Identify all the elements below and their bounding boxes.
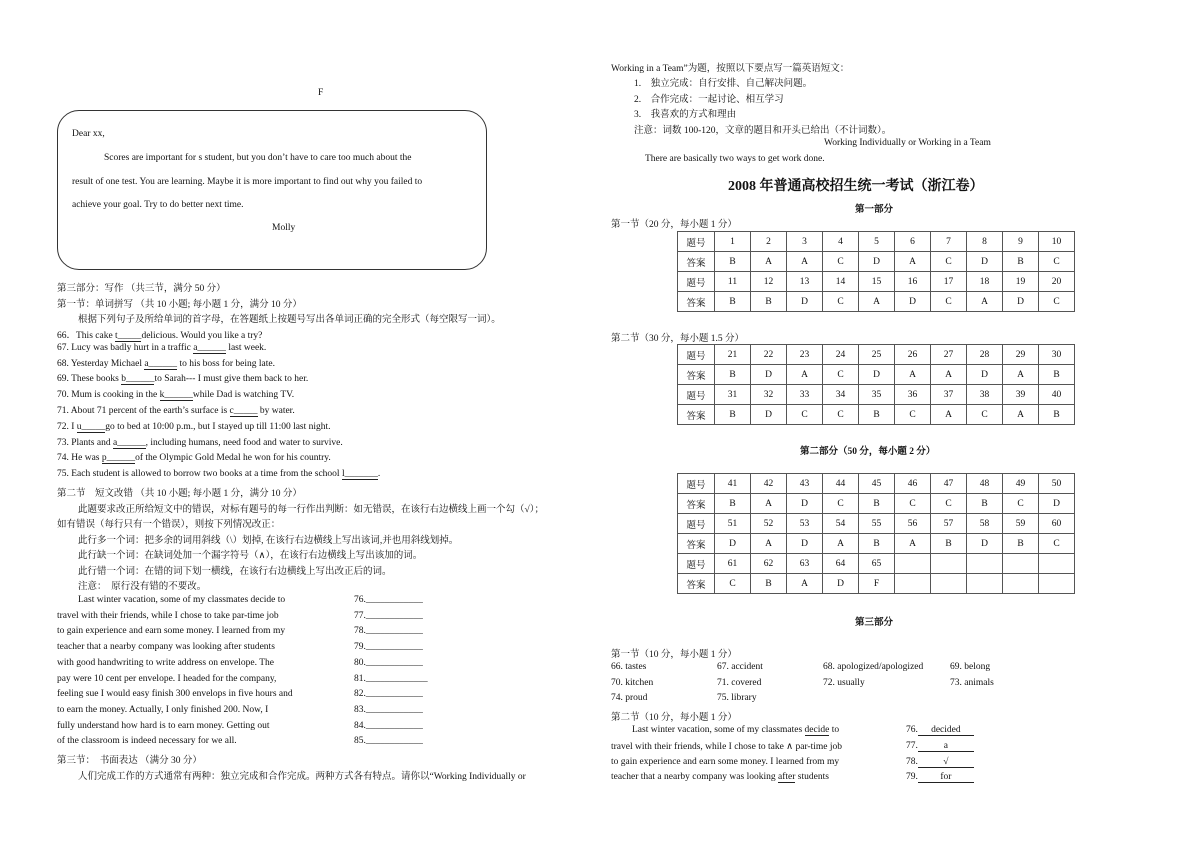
row-label: 题号 bbox=[678, 385, 715, 405]
passage-blank: 78.____________ bbox=[354, 626, 423, 637]
question-number: 29 bbox=[1003, 345, 1039, 365]
correction-answer bbox=[906, 741, 974, 752]
question-line bbox=[57, 422, 331, 433]
correction-answer-value: decided bbox=[918, 725, 974, 736]
answer-letter: D bbox=[895, 292, 931, 312]
question-number: 8 bbox=[967, 232, 1003, 252]
question-number: 24 bbox=[823, 345, 859, 365]
question-text: 68. Yesterday Michael bbox=[57, 358, 145, 369]
question-number: 31 bbox=[715, 385, 751, 405]
answer-letter: C bbox=[895, 494, 931, 514]
question-text: 66．This cake bbox=[57, 331, 116, 341]
correction-answer bbox=[906, 757, 974, 768]
correction-number: 77. bbox=[906, 740, 918, 751]
answer-letter: B bbox=[1003, 534, 1039, 554]
letter-heading: F bbox=[318, 88, 324, 98]
question-number: 25 bbox=[859, 345, 895, 365]
passage-line: feeling sue I would easy finish 300 envelops in five hours and bbox=[57, 689, 293, 700]
question-number: 46 bbox=[895, 474, 931, 494]
sec3-title: 第三节： 书面表达 （满分 30 分） bbox=[57, 756, 202, 766]
correction-text: travel with their friends, while I chose to take ∧ par-time job bbox=[611, 741, 842, 752]
table-row bbox=[678, 534, 1075, 554]
sec2-rule-2: 此行缺一个词：在缺词处加一个漏字符号（∧），在该行右边横线上写出该加的词。 bbox=[78, 551, 423, 561]
sec2-instructions-1: 此题要求改正所给短文中的错误，对标有题号的每一行作出判断：如无错误，在该行右边横线上画一个勾（√）； bbox=[78, 505, 544, 515]
sec2-rule-1: 此行多一个词：把多余的词用斜线（\）划掉, 在该行右边横线上写出该词,并也用斜线划掉。 bbox=[78, 536, 459, 546]
table-row bbox=[678, 385, 1075, 405]
answer-letter: A bbox=[895, 534, 931, 554]
word-answer: 68. apologized/apologized bbox=[823, 662, 924, 672]
question-number: 5 bbox=[859, 232, 895, 252]
letter-line-3: achieve your goal. Try to do better next time. bbox=[72, 200, 244, 210]
question-number: 44 bbox=[823, 474, 859, 494]
table-row bbox=[678, 474, 1075, 494]
question-hint: t_____ bbox=[115, 331, 142, 341]
answer-letter: F bbox=[859, 574, 895, 594]
question-number: 61 bbox=[715, 554, 751, 574]
answer-letter bbox=[931, 574, 967, 594]
answer-letter bbox=[967, 574, 1003, 594]
answer-letter: D bbox=[751, 405, 787, 425]
word-answer: 73. animals bbox=[950, 677, 994, 688]
essay-title: Working Individually or Working in a Team bbox=[824, 138, 991, 148]
question-text: 69. These books bbox=[57, 374, 122, 385]
answer-letter bbox=[1003, 574, 1039, 594]
passage-line: with good handwriting to write address on envelope. The bbox=[57, 657, 274, 668]
answer-letter: D bbox=[751, 365, 787, 385]
answer-letter: A bbox=[823, 534, 859, 554]
question-line bbox=[57, 374, 308, 385]
answer-letter: A bbox=[1003, 405, 1039, 425]
correction-line bbox=[632, 725, 839, 736]
answer-letter: B bbox=[715, 405, 751, 425]
answer-letter: A bbox=[895, 365, 931, 385]
question-number: 20 bbox=[1039, 272, 1075, 292]
question-number: 60 bbox=[1039, 514, 1075, 534]
correction-text: teacher that a nearby company was looking bbox=[611, 772, 778, 783]
passage-line: of the classroom is indeed necessary for we all. bbox=[57, 736, 237, 747]
sec2-title: 第二节 短文改错 （共 10 小题; 每小题 1 分，满分 10 分） bbox=[57, 489, 302, 499]
sec3-line: 人们完成工作的方式通常有两种：独立完成和合作完成。两种方式各有特点。请你以“Working Individually or bbox=[78, 772, 526, 782]
row-label: 题号 bbox=[678, 272, 715, 292]
sec1-title: 第一节：单词拼写 （共 10 小题; 每小题 1 分，满分 10 分） bbox=[57, 300, 302, 310]
correction-number: 76. bbox=[906, 725, 918, 735]
part1-sec1: 第一节（20 分，每小题 1 分） bbox=[611, 220, 737, 230]
row-label: 答案 bbox=[678, 405, 715, 425]
answer-letter: B bbox=[1039, 405, 1075, 425]
question-number: 59 bbox=[1003, 514, 1039, 534]
question-text: 75. Each student is allowed to borrow two books at a time from the school bbox=[57, 469, 342, 480]
table-row bbox=[678, 252, 1075, 272]
question-hint: l_______ bbox=[341, 469, 378, 480]
passage-blank: 82.____________ bbox=[354, 689, 423, 700]
question-number: 9 bbox=[1003, 232, 1039, 252]
question-hint: a______ bbox=[144, 358, 178, 369]
word-answer: 69. belong bbox=[950, 662, 991, 672]
part3-sec1: 第一节（10 分，每小题 1 分） bbox=[611, 650, 737, 660]
answer-letter: C bbox=[1039, 292, 1075, 312]
question-number: 36 bbox=[895, 385, 931, 405]
correction-answer-value: √ bbox=[918, 757, 974, 768]
correction-number: 78. bbox=[906, 756, 918, 767]
answer-letter: A bbox=[859, 292, 895, 312]
answer-letter: A bbox=[931, 365, 967, 385]
question-number: 12 bbox=[751, 272, 787, 292]
answer-letter: B bbox=[715, 292, 751, 312]
correction-answer bbox=[906, 772, 974, 783]
question-number: 17 bbox=[931, 272, 967, 292]
word-answer: 75. library bbox=[717, 693, 757, 703]
answer-letter: D bbox=[967, 252, 1003, 272]
sec2-instructions-2: 如有错误（每行只有一个错误），则按下列情况改正： bbox=[57, 520, 281, 530]
answer-letter: B bbox=[715, 365, 751, 385]
correction-text-end: students bbox=[795, 772, 829, 783]
answer-letter: B bbox=[751, 292, 787, 312]
passage-line: fully understand how hard is to earn money. Getting out bbox=[57, 720, 270, 731]
table-row bbox=[678, 405, 1075, 425]
question-line bbox=[57, 438, 343, 449]
question-number: 3 bbox=[787, 232, 823, 252]
correction-line bbox=[611, 772, 829, 783]
answer-letter: D bbox=[1003, 292, 1039, 312]
answer-table-1 bbox=[677, 231, 1075, 312]
answer-letter: A bbox=[895, 252, 931, 272]
row-label: 题号 bbox=[678, 232, 715, 252]
question-number bbox=[895, 554, 931, 574]
answer-letter: C bbox=[895, 405, 931, 425]
answer-letter: B bbox=[967, 494, 1003, 514]
question-number: 2 bbox=[751, 232, 787, 252]
correction-answer bbox=[906, 725, 974, 736]
question-hint: a______ bbox=[193, 342, 226, 353]
part1-sec2: 第二节（30 分，每小题 1.5 分） bbox=[611, 334, 745, 344]
question-number: 32 bbox=[751, 385, 787, 405]
answer-letter: D bbox=[967, 534, 1003, 554]
table-row bbox=[678, 345, 1075, 365]
table-row bbox=[678, 494, 1075, 514]
answer-letter: D bbox=[1039, 494, 1075, 514]
question-number: 41 bbox=[715, 474, 751, 494]
word-answer: 67. accident bbox=[717, 662, 763, 672]
correction-text: to gain experience and earn some money. I learned from my bbox=[611, 756, 840, 767]
question-rest: . bbox=[377, 469, 381, 480]
word-answer: 71. covered bbox=[717, 677, 762, 688]
correction-underlined: decide bbox=[804, 725, 830, 735]
answer-letter: A bbox=[751, 534, 787, 554]
continuation-line: Working in a Team”为题，按照以下要点写一篇英语短文： bbox=[611, 64, 850, 74]
exam-title: 2008 年普通高校招生统一考试（浙江卷） bbox=[728, 179, 984, 194]
passage-line: travel with their friends, while I chose to take par-time job bbox=[57, 610, 279, 621]
passage-blank: 76.____________ bbox=[354, 595, 423, 605]
answer-letter: B bbox=[1003, 252, 1039, 272]
question-hint: k______ bbox=[159, 390, 193, 401]
question-line bbox=[57, 343, 266, 354]
table-row bbox=[678, 292, 1075, 312]
correction-number: 79. bbox=[906, 772, 918, 783]
question-hint: a______ bbox=[112, 437, 146, 448]
question-number: 62 bbox=[751, 554, 787, 574]
question-number: 22 bbox=[751, 345, 787, 365]
answer-letter bbox=[895, 574, 931, 594]
question-number: 64 bbox=[823, 554, 859, 574]
question-number: 23 bbox=[787, 345, 823, 365]
answer-letter: D bbox=[715, 534, 751, 554]
question-number: 30 bbox=[1039, 345, 1075, 365]
correction-underlined: after bbox=[777, 772, 796, 783]
question-text: 74. He was bbox=[57, 453, 102, 464]
question-number: 15 bbox=[859, 272, 895, 292]
table-row bbox=[678, 365, 1075, 385]
answer-letter: A bbox=[787, 574, 823, 594]
question-line bbox=[57, 453, 331, 464]
passage-blank: 77.____________ bbox=[354, 610, 423, 621]
row-label: 答案 bbox=[678, 534, 715, 554]
part3-title: 第三部分：写作 （共三节，满分 50 分） bbox=[57, 284, 226, 294]
answer-letter: A bbox=[1003, 365, 1039, 385]
word-count-note: 注意：词数 100-120，文章的题目和开头已给出（不计词数）。 bbox=[634, 126, 892, 136]
question-rest: last week. bbox=[225, 342, 267, 353]
question-number: 16 bbox=[895, 272, 931, 292]
row-label: 答案 bbox=[678, 292, 715, 312]
question-number: 14 bbox=[823, 272, 859, 292]
question-hint: c_____ bbox=[229, 406, 258, 416]
letter-box bbox=[57, 110, 487, 270]
passage-blank: 80.____________ bbox=[354, 657, 423, 668]
letter-signature: Molly bbox=[272, 223, 296, 233]
passage-blank: 85.____________ bbox=[354, 736, 423, 747]
answer-letter: B bbox=[859, 534, 895, 554]
answer-letter: C bbox=[787, 405, 823, 425]
question-number: 45 bbox=[859, 474, 895, 494]
answer-letter: A bbox=[787, 252, 823, 272]
correction-text-end: to bbox=[829, 725, 840, 735]
answer-letter: D bbox=[859, 365, 895, 385]
row-label: 题号 bbox=[678, 474, 715, 494]
part3-sec2: 第二节（10 分，每小题 1 分） bbox=[611, 713, 737, 723]
question-number: 26 bbox=[895, 345, 931, 365]
answer-letter: C bbox=[715, 574, 751, 594]
answer-letter: C bbox=[1003, 494, 1039, 514]
question-number: 52 bbox=[751, 514, 787, 534]
answer-letter: A bbox=[787, 365, 823, 385]
question-number: 34 bbox=[823, 385, 859, 405]
question-number: 4 bbox=[823, 232, 859, 252]
row-label: 题号 bbox=[678, 554, 715, 574]
passage-blank: 81._____________ bbox=[354, 673, 428, 684]
question-text: 73. Plants and bbox=[57, 437, 113, 448]
question-text: 70. Mum is cooking in the bbox=[57, 390, 160, 401]
question-rest: of the Olympic Gold Medal he won for his country. bbox=[135, 453, 331, 464]
question-number bbox=[1003, 554, 1039, 574]
passage-blank: 84.____________ bbox=[354, 720, 423, 731]
question-number: 54 bbox=[823, 514, 859, 534]
question-rest: to his boss for being late. bbox=[177, 358, 275, 369]
word-answer: 74. proud bbox=[611, 693, 648, 703]
question-number: 18 bbox=[967, 272, 1003, 292]
question-number: 7 bbox=[931, 232, 967, 252]
question-text: 71. About 71 percent of the earth’s surface is bbox=[57, 406, 230, 416]
question-number: 65 bbox=[859, 554, 895, 574]
question-rest: delicious. Would you like a try? bbox=[141, 331, 263, 341]
point-3: 3. 我喜欢的方式和理由 bbox=[634, 110, 737, 120]
question-number: 51 bbox=[715, 514, 751, 534]
question-number: 49 bbox=[1003, 474, 1039, 494]
passage-line: teacher that a nearby company was looking after students bbox=[57, 642, 275, 653]
letter-line-1: Scores are important for s student, but you don’t have to care too much about the bbox=[104, 153, 412, 163]
passage-blank: 83.____________ bbox=[354, 704, 423, 715]
question-number: 33 bbox=[787, 385, 823, 405]
part3-heading: 第三部分 bbox=[855, 618, 894, 628]
question-number: 1 bbox=[715, 232, 751, 252]
answer-letter: C bbox=[931, 292, 967, 312]
question-number: 19 bbox=[1003, 272, 1039, 292]
essay-start: There are basically two ways to get work done. bbox=[645, 154, 825, 164]
table-row bbox=[678, 554, 1075, 574]
sec1-instructions: 根据下列句子及所给单词的首字母，在答题纸上按题号写出各单词正确的完全形式（每空限写一词）。 bbox=[78, 315, 501, 325]
question-number: 50 bbox=[1039, 474, 1075, 494]
answer-letter: B bbox=[751, 574, 787, 594]
answer-letter: A bbox=[967, 292, 1003, 312]
question-rest: , including humans, need food and water to survive. bbox=[145, 437, 343, 448]
part1-heading: 第一部分 bbox=[855, 205, 894, 215]
answer-letter: C bbox=[823, 292, 859, 312]
answer-letter: C bbox=[931, 494, 967, 514]
row-label: 题号 bbox=[678, 345, 715, 365]
answer-letter: D bbox=[967, 365, 1003, 385]
table-row bbox=[678, 272, 1075, 292]
question-number bbox=[967, 554, 1003, 574]
passage-line: pay were 10 cent per envelope. I headed for the company, bbox=[57, 673, 277, 684]
word-answer: 66. tastes bbox=[611, 662, 647, 672]
question-hint: u_____ bbox=[76, 421, 106, 432]
correction-line bbox=[611, 757, 839, 767]
point-2: 2. 合作完成：一起讨论、相互学习 bbox=[634, 95, 784, 105]
answer-letter: C bbox=[823, 365, 859, 385]
answer-letter: B bbox=[1039, 365, 1075, 385]
row-label: 题号 bbox=[678, 514, 715, 534]
question-number: 58 bbox=[967, 514, 1003, 534]
question-rest: go to bed at 10:00 p.m., but I stayed up till 11:00 last night. bbox=[105, 421, 331, 432]
question-number: 35 bbox=[859, 385, 895, 405]
question-number: 39 bbox=[1003, 385, 1039, 405]
answer-letter: A bbox=[931, 405, 967, 425]
question-number: 11 bbox=[715, 272, 751, 292]
answer-letter: D bbox=[859, 252, 895, 272]
row-label: 答案 bbox=[678, 252, 715, 272]
question-number bbox=[931, 554, 967, 574]
passage-line: to gain experience and earn some money. I learned from my bbox=[57, 626, 286, 637]
table-row bbox=[678, 232, 1075, 252]
question-number: 6 bbox=[895, 232, 931, 252]
answer-letter: C bbox=[1039, 252, 1075, 272]
question-number: 48 bbox=[967, 474, 1003, 494]
question-number: 27 bbox=[931, 345, 967, 365]
question-number: 38 bbox=[967, 385, 1003, 405]
part2-heading: 第二部分（50 分，每小题 2 分） bbox=[800, 447, 936, 457]
question-number: 55 bbox=[859, 514, 895, 534]
question-number: 37 bbox=[931, 385, 967, 405]
answer-letter: D bbox=[787, 494, 823, 514]
answer-letter: A bbox=[751, 494, 787, 514]
answer-letter: B bbox=[715, 494, 751, 514]
answer-letter: B bbox=[931, 534, 967, 554]
letter-salutation: Dear xx, bbox=[72, 129, 105, 139]
answer-letter: C bbox=[823, 252, 859, 272]
question-text: 72. I bbox=[57, 421, 77, 432]
correction-text: Last winter vacation, some of my classmates bbox=[632, 725, 805, 735]
question-number: 63 bbox=[787, 554, 823, 574]
question-rest: to Sarah--- I must give them back to her. bbox=[154, 374, 309, 385]
question-hint: b______ bbox=[121, 374, 155, 385]
point-1: 1. 独立完成：自行安排、自己解决问题。 bbox=[634, 79, 813, 89]
answer-letter: C bbox=[967, 405, 1003, 425]
correction-answer-value: for bbox=[918, 772, 974, 783]
answer-letter: C bbox=[1039, 534, 1075, 554]
row-label: 答案 bbox=[678, 365, 715, 385]
answer-letter: C bbox=[931, 252, 967, 272]
table-row bbox=[678, 574, 1075, 594]
question-number: 28 bbox=[967, 345, 1003, 365]
answer-table-3 bbox=[677, 473, 1075, 594]
answer-letter: A bbox=[751, 252, 787, 272]
sec2-rule-3: 此行错一个词：在错的词下划一横线，在该行右边横线上写出改正后的词。 bbox=[78, 567, 392, 577]
row-label: 答案 bbox=[678, 574, 715, 594]
answer-table-2 bbox=[677, 344, 1075, 425]
answer-letter: D bbox=[787, 534, 823, 554]
question-number: 40 bbox=[1039, 385, 1075, 405]
correction-line bbox=[611, 741, 842, 752]
row-label: 答案 bbox=[678, 494, 715, 514]
passage-line: Last winter vacation, some of my classmates decide to bbox=[78, 595, 286, 605]
answer-letter: C bbox=[823, 405, 859, 425]
question-line bbox=[57, 406, 295, 417]
table-row bbox=[678, 514, 1075, 534]
question-rest: while Dad is watching TV. bbox=[192, 390, 295, 401]
question-hint: p______ bbox=[101, 453, 136, 464]
question-number bbox=[1039, 554, 1075, 574]
question-rest: by water. bbox=[257, 406, 295, 416]
question-line bbox=[57, 390, 294, 401]
question-line bbox=[57, 469, 380, 480]
sec2-note: 注意： 原行没有错的不要改。 bbox=[78, 582, 207, 592]
answer-letter: D bbox=[787, 292, 823, 312]
question-number: 43 bbox=[787, 474, 823, 494]
word-answer: 72. usually bbox=[823, 677, 865, 688]
answer-letter: C bbox=[823, 494, 859, 514]
question-number: 56 bbox=[895, 514, 931, 534]
question-text: 67. Lucy was badly hurt in a traffic bbox=[57, 342, 194, 353]
question-number: 57 bbox=[931, 514, 967, 534]
question-number: 21 bbox=[715, 345, 751, 365]
question-number: 47 bbox=[931, 474, 967, 494]
question-line bbox=[57, 359, 275, 370]
word-answer: 70. kitchen bbox=[611, 677, 654, 688]
letter-line-2: result of one test. You are learning. Maybe it is more important to find out why you failed to bbox=[72, 177, 423, 187]
answer-letter: D bbox=[823, 574, 859, 594]
answer-letter bbox=[1039, 574, 1075, 594]
question-number: 13 bbox=[787, 272, 823, 292]
answer-letter: B bbox=[715, 252, 751, 272]
question-number: 53 bbox=[787, 514, 823, 534]
correction-answer-value: a bbox=[918, 741, 974, 752]
passage-line: to earn the money. Actually, I only finished 200. Now, I bbox=[57, 704, 269, 715]
answer-letter: B bbox=[859, 494, 895, 514]
question-number: 10 bbox=[1039, 232, 1075, 252]
question-number: 42 bbox=[751, 474, 787, 494]
answer-letter: B bbox=[859, 405, 895, 425]
passage-blank: 79.____________ bbox=[354, 642, 423, 653]
question-line bbox=[57, 327, 262, 342]
